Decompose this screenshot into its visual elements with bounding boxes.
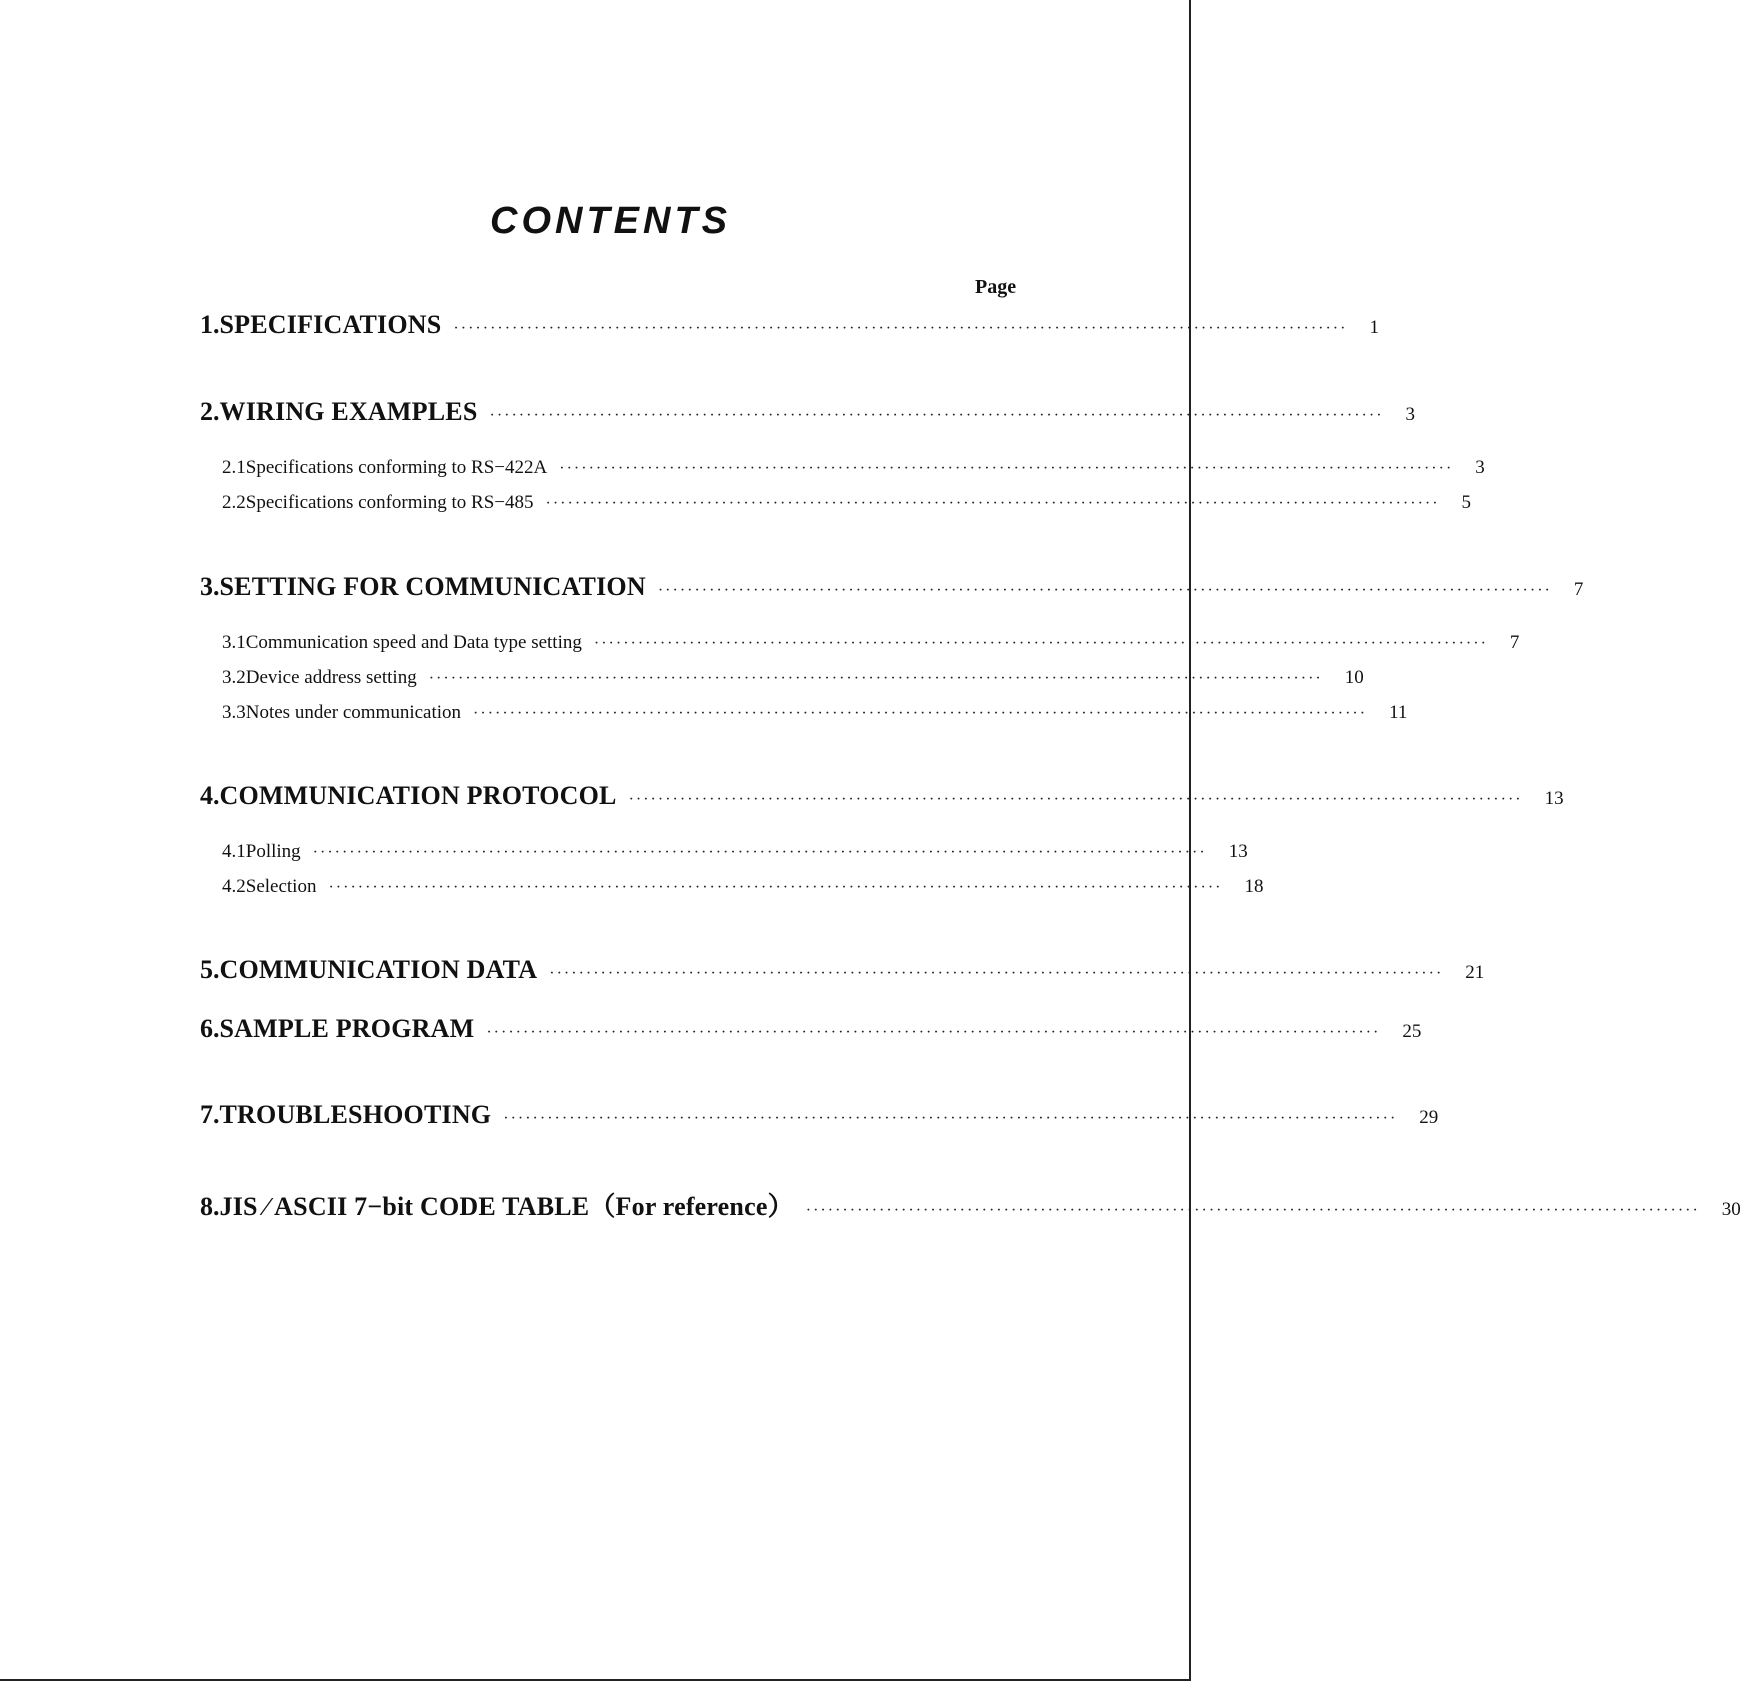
toc-entry-4-2[interactable] — [222, 876, 1264, 898]
page-number: 5 — [1461, 492, 1472, 513]
page-number: 21 — [1465, 962, 1485, 983]
section-number: 3. — [200, 572, 220, 601]
section-number: 7. — [200, 1100, 220, 1129]
section-number: 8. — [200, 1192, 220, 1221]
page-edge-right — [1189, 0, 1191, 1681]
section-number: 1. — [200, 310, 220, 339]
toc-entry-specifications[interactable] — [200, 310, 1379, 340]
page-number: 13 — [1544, 788, 1564, 809]
section-number: 2. — [200, 397, 220, 426]
subsection-title: Polling — [245, 841, 301, 862]
dot-leader: ·························································································································· — [593, 635, 1488, 652]
dot-leader: ·························································································································· — [657, 582, 1552, 599]
page-number: 1 — [1369, 317, 1379, 338]
dot-leader: ·························································································································· — [453, 320, 1348, 337]
section-number: 5. — [200, 955, 220, 984]
page-number: 7 — [1509, 632, 1520, 653]
dot-leader: ·························································································································· — [628, 791, 1523, 808]
toc-entry-communication-protocol[interactable] — [200, 781, 1564, 811]
page-column-header: Page — [975, 276, 1017, 298]
page-number: 25 — [1402, 1021, 1422, 1042]
section-title: SETTING FOR COMMUNICATION — [219, 572, 646, 601]
toc-entry-2-2[interactable] — [222, 492, 1472, 514]
contents-title: CONTENTS — [490, 200, 731, 242]
page-number: 7 — [1573, 579, 1584, 600]
subsection-title: Selection — [245, 876, 317, 897]
subsection-title: Device address setting — [245, 667, 417, 688]
dot-leader: ·························································································································· — [489, 407, 1384, 424]
toc-entry-2-1[interactable] — [222, 457, 1485, 479]
page-number: 11 — [1389, 702, 1408, 723]
subsection-number: 2.2 — [222, 492, 246, 513]
subsection-number: 3.3 — [222, 702, 246, 723]
page-number: 10 — [1344, 667, 1364, 688]
dot-leader: ·························································································································· — [559, 460, 1454, 477]
dot-leader: ·························································································································· — [545, 495, 1440, 512]
section-title: COMMUNICATION DATA — [219, 955, 538, 984]
toc-entry-wiring-examples[interactable] — [200, 397, 1416, 427]
toc-entry-code-table[interactable] — [200, 1186, 1741, 1223]
subsection-number: 4.2 — [222, 876, 246, 897]
dot-leader: ·························································································································· — [473, 705, 1368, 722]
toc-entry-troubleshooting[interactable] — [200, 1100, 1439, 1130]
subsection-number: 4.1 — [222, 841, 246, 862]
toc-entry-3-3[interactable] — [222, 702, 1408, 724]
subsection-number: 3.1 — [222, 632, 246, 653]
section-title: COMMUNICATION PROTOCOL — [219, 781, 617, 810]
dot-leader: ·························································································································· — [486, 1024, 1381, 1041]
dot-leader: ·························································································································· — [503, 1110, 1398, 1127]
toc-entry-setting-for-communication[interactable] — [200, 572, 1584, 602]
toc-entry-communication-data[interactable] — [200, 955, 1485, 985]
toc-entry-3-2[interactable] — [222, 667, 1364, 689]
subsection-title: Specifications conforming to RS−422A — [245, 457, 548, 478]
toc-entry-sample-program[interactable] — [200, 1014, 1422, 1044]
subsection-title: Notes under communication — [245, 702, 462, 723]
section-number: 6. — [200, 1014, 220, 1043]
page-number: 29 — [1419, 1107, 1439, 1128]
dot-leader: ·························································································································· — [312, 844, 1207, 861]
section-number: 4. — [200, 781, 220, 810]
section-title: TROUBLESHOOTING — [219, 1100, 492, 1129]
page-number: 13 — [1228, 841, 1248, 862]
page-number: 18 — [1244, 876, 1264, 897]
dot-leader: ·························································································································· — [328, 879, 1223, 896]
page-number: 30 — [1721, 1199, 1741, 1220]
page-number: 3 — [1405, 404, 1416, 425]
subsection-title: Communication speed and Data type setting — [245, 632, 582, 653]
toc-entry-4-1[interactable] — [222, 841, 1248, 863]
section-title: SAMPLE PROGRAM — [219, 1014, 475, 1043]
subsection-title: Specifications conforming to RS−485 — [245, 492, 534, 513]
subsection-number: 3.2 — [222, 667, 246, 688]
toc-entry-3-1[interactable] — [222, 632, 1520, 654]
subsection-number: 2.1 — [222, 457, 246, 478]
dot-leader: ·························································································································· — [549, 965, 1444, 982]
section-title: SPECIFICATIONS — [219, 310, 442, 339]
dot-leader: ·························································································································· — [805, 1202, 1700, 1219]
page-number: 3 — [1475, 457, 1485, 478]
section-title: JIS ∕ ASCII 7−bit CODE TABLE（For reference） — [219, 1192, 794, 1221]
dot-leader: ·························································································································· — [428, 670, 1323, 687]
section-title: WIRING EXAMPLES — [219, 397, 478, 426]
